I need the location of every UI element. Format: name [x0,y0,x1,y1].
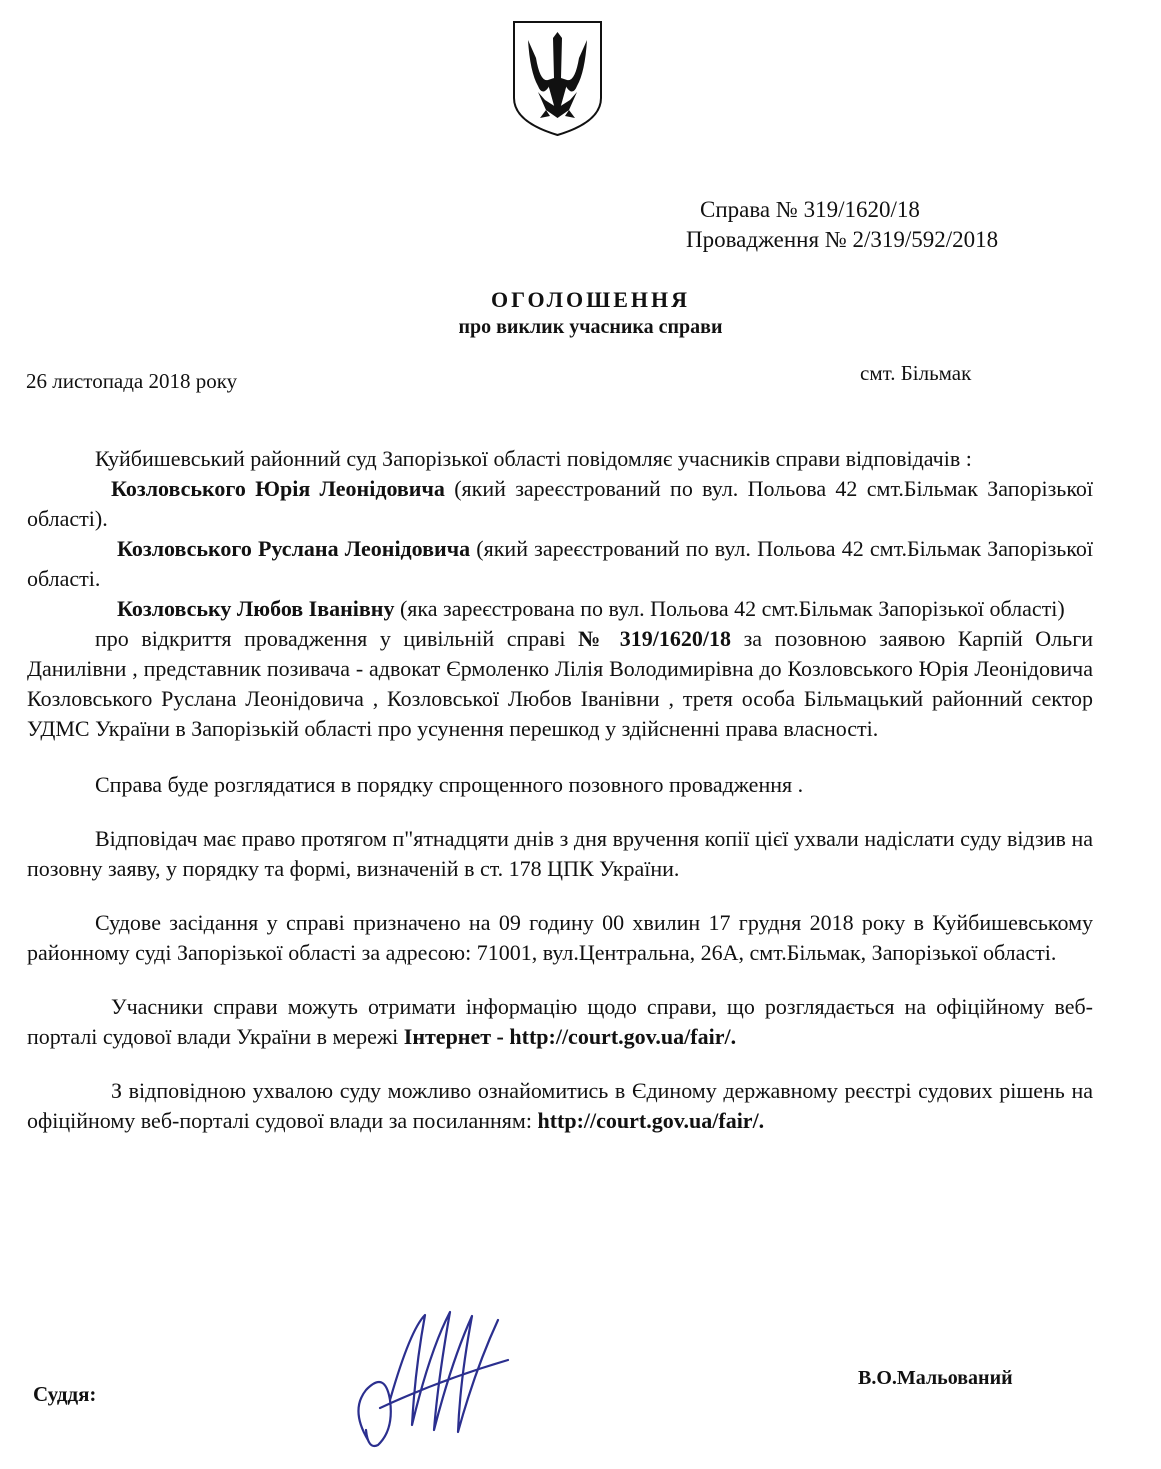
defendant-right-paragraph: Відповідач має право протягом п"ятнадцяти днів з дня вручення копії цієї ухвали надіслати суду відзив на позовну заяву, у порядку та формі, визначеній в ст. 178 ЦПК України. [27,826,1093,881]
defendant-2-address: (який зареєстрований по вул. Польова 42 смт.Більмак Запорізької області. [27,536,1093,591]
proceeding-number: Провадження № 2/319/592/2018 [686,227,999,252]
opening-text-before: про відкриття провадження у цивільній справі [95,626,579,651]
registry-link: http://court.gov.ua/fair/. [537,1108,765,1133]
info-text: Учасники справи можуть отримати інформацію щодо справи, що розглядається на офіційному веб-порталі судової влади України в мережі [27,994,1093,1049]
document-place: смт. Більмак [860,361,972,385]
judge-name: В.О.Мальований [858,1367,1013,1389]
opening-text-after: за позовною заявою Карпій Ольги Данилівни , представник позивача - адвокат Єрмоленко Лілія Володимирівна до Козловського Юрія Леонідовича Козловського Руслана Леонідовича , Козловської Любов Іванівни , третя особа Більмацький районний сектор УДМС України в Запорізькій області про усунення перешкод у здійсненні права власності. [27,626,1093,741]
defendant-3-name: Козловську Любов Іванівну [117,596,395,621]
document-title: ОГОЛОШЕННЯ [490,287,691,312]
document-body [27,444,1093,1136]
opening-case-number: № 319/1620/18 [578,626,732,651]
case-number: Справа № 319/1620/18 [700,197,920,222]
coat-of-arms-emblem [510,18,605,138]
hearing-paragraph: Судове засідання у справі призначено на 09 годину 00 хвилин 17 грудня 2018 року в Куйбишевському районному суді Запорізької області за адресою: 71001, вул.Центральна, 26А, смт.Більмак, Запорізької області. [27,910,1093,965]
judge-signature [330,1290,520,1450]
opening-paragraph [27,624,1093,744]
info-link: Інтернет - http://court.gov.ua/fair/. [403,1024,737,1049]
intro-paragraph: Куйбишевський районний суд Запорізької області повідомляє учасників справи відповідачів : [95,446,972,471]
registry-paragraph [27,1076,1093,1136]
procedure-paragraph: Справа буде розглядатися в порядку спрощенного позовного провадження . [95,772,804,797]
defendant-2 [27,534,1093,594]
defendant-3 [27,594,1093,624]
defendant-2-name: Козловського Руслана Леонідовича [117,536,471,561]
defendant-3-address: (яка зареєстрована по вул. Польова 42 смт.Більмак Запорізької області) [394,596,1065,621]
defendant-1 [27,474,1093,534]
defendant-1-address: (який зареєстрований по вул. Польова 42 смт.Більмак Запорізької області). [27,476,1093,531]
judge-label: Суддя: [33,1382,97,1406]
document-subtitle: про виклик учасника справи [458,316,723,338]
document-date: 26 листопада 2018 року [26,369,238,393]
info-paragraph [27,992,1093,1052]
defendant-1-name: Козловського Юрія Леонідовича [111,476,445,501]
registry-text: З відповідною ухвалою суду можливо ознайомитись в Єдиному державному реєстрі судових рішень на офіційному веб-порталі судової влади за посиланням: [27,1078,1093,1133]
